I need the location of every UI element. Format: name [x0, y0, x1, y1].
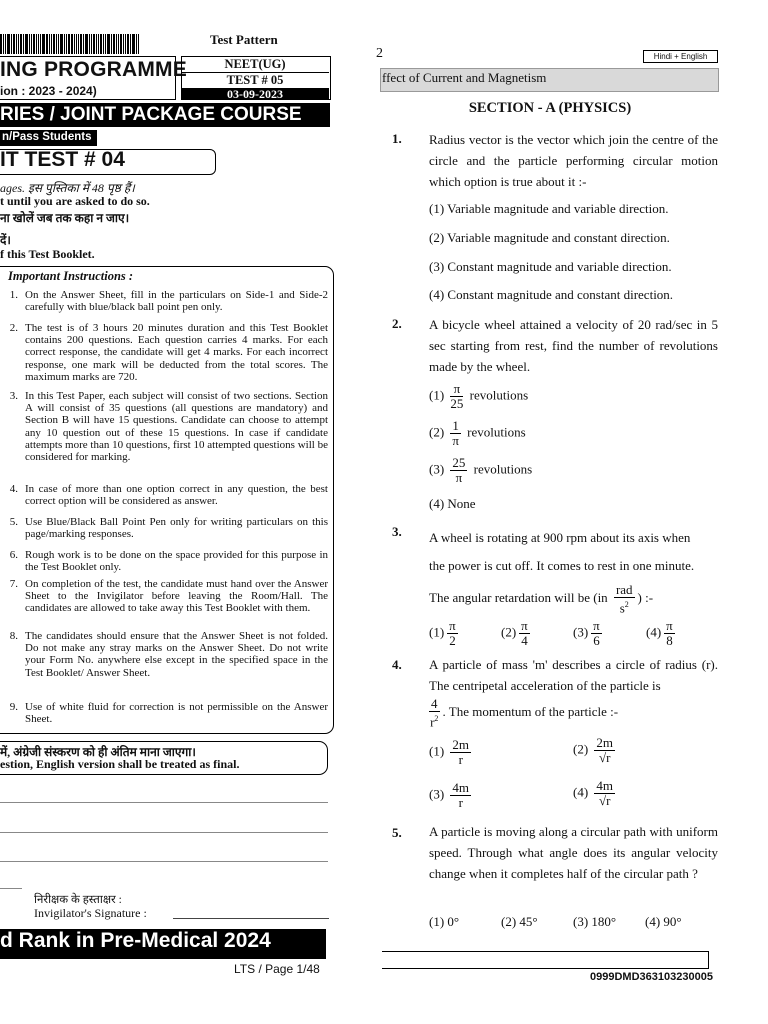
course-title: RIES / JOINT PACKAGE COURSE [0, 104, 302, 125]
signature-line [173, 918, 329, 919]
final-version-hindi: में, अंग्रेजी संस्करण को ही अंतिम माना जाएगा। [0, 745, 196, 759]
fraction-den: π [455, 470, 463, 485]
fraction-num: rad [615, 582, 633, 597]
question-text: A particle of mass 'm' describes a circle of radius (r). The centripetal acceleration of the particle is [429, 657, 718, 693]
barcode [0, 34, 172, 54]
fraction-den: π [452, 433, 459, 448]
option [429, 738, 474, 767]
fraction-den: r [458, 752, 463, 767]
instructions-title: Important Instructions : [8, 269, 134, 283]
option [429, 619, 461, 648]
instruction-item: The candidates should ensure that the Answer Sheet is not folded. Do not make any stray marks on the Answer Sheet. Do not write your Form No. anywhere else except in the specified space in the Test Booklet/ Answer Sheet. [25, 630, 328, 679]
instruction-number: 2. [9, 322, 18, 334]
signature-label: Invigilator's Signature : [34, 906, 147, 920]
question-text-part: . The momentum of the particle :- [442, 704, 619, 720]
question-text: A particle is moving along a circular path with uniform speed. Through what angle does its angular velocity change when it completes half of the circular path ? [429, 824, 718, 881]
fraction-den: √r [599, 793, 611, 808]
question-text: the power is cut off. It comes to rest in one minute. [429, 558, 695, 573]
superscript: 2 [624, 600, 629, 609]
fraction-den: 4 [521, 633, 528, 648]
instruction-line-2: f this Test Booklet. [0, 247, 95, 261]
option-label: (3) [573, 624, 589, 640]
fraction [447, 619, 458, 648]
signature-label-hindi: निरीक्षक के हस्ताक्षर : [34, 894, 122, 906]
fraction-num: π [666, 618, 673, 633]
option-label: (2) [573, 741, 589, 757]
option [429, 382, 528, 411]
fraction-num: 4m [452, 780, 470, 795]
option: (2) 45° [501, 914, 538, 929]
option: (4) 90° [645, 914, 682, 929]
question-text-part: ) :- [637, 590, 654, 606]
instruction-number: 9. [9, 701, 18, 713]
option-label: (1) [429, 387, 445, 403]
option-label: (2) [501, 624, 517, 640]
fraction [450, 382, 463, 411]
instruction-item: On the Answer Sheet, fill in the particulars on Side-1 and Side-2 carefully with blue/black ball point pen only. [25, 289, 328, 314]
fraction-den: 8 [666, 633, 673, 648]
test-date: 03-09-2023 [181, 88, 329, 100]
unit-den-text: s [619, 600, 625, 616]
option-label: (1) [429, 743, 445, 759]
option [429, 419, 526, 448]
question-number: 5. [392, 825, 402, 840]
option-label: (3) [429, 786, 445, 802]
booklet-code: 0999DMD363103230005 [590, 971, 713, 983]
superscript: 2 [434, 714, 439, 723]
fraction [594, 779, 615, 808]
option-label: (1) [429, 624, 445, 640]
instruction-item: Rough work is to be done on the space provided for this purpose in the Test Booklet only. [25, 549, 328, 574]
option: (3) Constant magnitude and variable direction. [429, 259, 672, 274]
language-tag: Hindi + English [643, 50, 718, 63]
option: (1) 0° [429, 914, 460, 929]
question-text [429, 697, 618, 729]
instruction-line-hindi: ना खोलें जब तक कहा न जाए। [0, 211, 130, 225]
instruction-line: t until you are asked to do so. [0, 194, 150, 208]
fraction-num: π [449, 618, 456, 633]
programme-title: ING PROGRAMME [0, 58, 187, 81]
question-text-part: The angular retardation will be (in [429, 590, 608, 606]
option: (2) Variable magnitude and constant direction. [429, 230, 670, 245]
unit: revolutions [469, 387, 529, 403]
form-line [0, 888, 22, 889]
section-title: SECTION - A (PHYSICS) [468, 100, 632, 116]
question-number: 3. [392, 524, 402, 539]
acceleration-fraction [429, 697, 440, 729]
form-line [0, 802, 328, 803]
rank-banner-text: d Rank in Pre-Medical 2024 [0, 929, 271, 952]
instruction-item: In this Test Paper, each subject will consist of two sections. Section A will consist of 35 questions (all questions are mandatory) and Section B will have 15 questions. Candidate can choose to attempt any 10 question out of these 15 questions. In case if candidate attempts more than 10 questions, first 10 attempted questions will be considered for marking. [25, 390, 328, 464]
session-text: ion : 2023 - 2024) [0, 84, 97, 98]
question-number: 4. [392, 657, 402, 672]
question-number: 1. [392, 131, 402, 146]
fraction-num: π [593, 618, 600, 633]
fraction-num: 4 [431, 696, 438, 711]
form-line [0, 861, 328, 862]
fraction-num: 2m [452, 737, 470, 752]
unit-fraction [614, 583, 635, 615]
booklet-pages-line: ages. इस पुस्तिका में 48 पृष्ठ हैं। [0, 181, 135, 195]
question-text: A wheel is rotating at 900 rpm about its axis when [429, 530, 691, 545]
fraction-den: 6 [593, 633, 600, 648]
fraction-num: 25 [452, 455, 466, 470]
fraction [450, 419, 461, 448]
fraction-num: 4m [596, 778, 614, 793]
fraction [591, 619, 602, 648]
fraction [594, 736, 615, 765]
fraction [450, 738, 471, 767]
instruction-item: The test is of 3 hours 20 minutes duration and this Test Booklet contains 200 questions. Each question carries 4 marks. For each correct response, the candidate will get 4 marks. For each incorrect response, one mark will be deducted from the total scores. The maximum marks are 720. [25, 322, 328, 383]
fraction-den: √r [599, 750, 611, 765]
option: (1) Variable magnitude and variable direction. [429, 201, 669, 216]
option [646, 619, 678, 648]
acc-den-text: r [430, 714, 435, 730]
instruction-item: On completion of the test, the candidate must hand over the Answer Sheet to the Invigilator before leaving the Room/Hall. The candidates are allowed to take away this Test Booklet with them. [25, 578, 328, 615]
test-number: TEST # 05 [181, 72, 329, 88]
instruction-number: 6. [9, 549, 18, 561]
form-line [0, 832, 328, 833]
option-label: (2) [429, 424, 445, 440]
fraction [450, 781, 471, 810]
fraction-den [614, 598, 635, 615]
instruction-number: 8. [9, 630, 18, 642]
question-text: Radius vector is the vector which join the centre of the circle and the particle performing circular motion which option is true about it :- [429, 132, 718, 189]
exam-name: NEET(UG) [224, 57, 286, 71]
fraction-num: 2m [596, 735, 614, 750]
fraction [519, 619, 530, 648]
unit-test-title: IT TEST # 04 [0, 148, 125, 171]
option: (3) 180° [573, 914, 617, 929]
option [573, 779, 618, 808]
test-pattern-label: Test Pattern [210, 32, 278, 47]
instruction-number: 7. [9, 578, 18, 590]
question-text [429, 583, 653, 615]
fraction-den: 25 [450, 396, 464, 411]
topic-title: ffect of Current and Magnetism [382, 70, 547, 85]
fraction-num: π [521, 618, 528, 633]
fraction [450, 456, 467, 485]
footer-box [382, 951, 709, 969]
instruction-number: 5. [9, 516, 18, 528]
unit: revolutions [467, 424, 526, 440]
students-label: n/Pass Students [2, 131, 92, 143]
final-version-english: estion, English version shall be treated as final. [0, 757, 240, 771]
instruction-item: In case of more than one option correct in any question, the best correct option will be considered as answer. [25, 483, 328, 508]
instruction-line-hindi-2: दें। [0, 233, 11, 247]
fraction-den: r [458, 795, 463, 810]
fraction [664, 619, 675, 648]
instruction-item: Use Blue/Black Ball Point Pen only for writing particulars on this page/marking responses. [25, 516, 328, 541]
fraction-num: 1 [452, 418, 459, 433]
option [573, 736, 618, 765]
page-number: LTS / Page 1/48 [234, 962, 320, 976]
option [429, 456, 532, 485]
option-label: (4) [573, 784, 589, 800]
option [573, 619, 605, 648]
instruction-number: 4. [9, 483, 18, 495]
instruction-number: 3. [9, 390, 18, 402]
option [429, 781, 474, 810]
option: (4) None [429, 496, 476, 511]
page-marker: 2 [376, 46, 383, 61]
option-label: (3) [429, 461, 445, 477]
instruction-item: Use of white fluid for correction is not permissible on the Answer Sheet. [25, 701, 328, 726]
fraction-den [429, 712, 440, 729]
option: (4) Constant magnitude and constant direction. [429, 287, 674, 302]
fraction-den: 2 [449, 633, 456, 648]
fraction-num: π [450, 382, 463, 397]
question-text: A bicycle wheel attained a velocity of 20 rad/sec in 5 sec starting from rest, find the number of revolutions made by the wheel. [429, 317, 718, 374]
option [501, 619, 533, 648]
unit: revolutions [473, 461, 533, 477]
option-label: (4) [646, 624, 662, 640]
instruction-number: 1. [9, 289, 18, 301]
question-number: 2. [392, 316, 402, 331]
